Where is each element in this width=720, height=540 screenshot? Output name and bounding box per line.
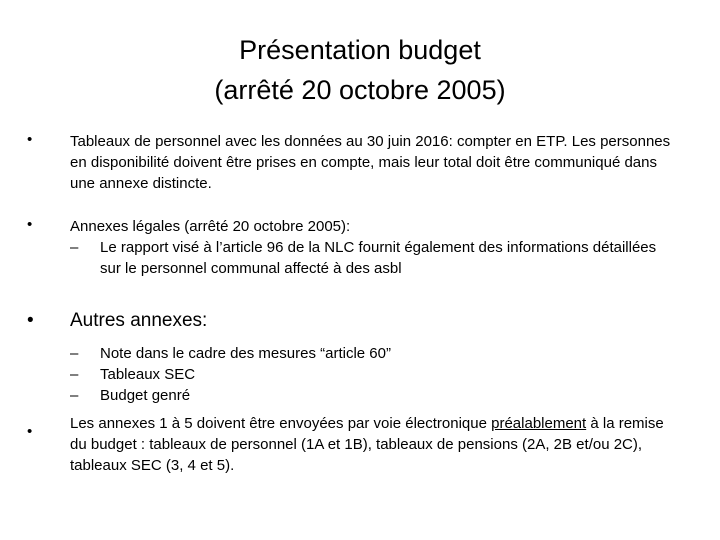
sub-marker: – [70, 239, 79, 256]
bullet-content [70, 216, 680, 279]
bullet-marker: • [27, 423, 33, 440]
sub-item [70, 385, 680, 406]
bullet-marker: • [27, 131, 33, 148]
sub-item-text: Budget genré [100, 387, 191, 404]
sub-marker: – [70, 345, 79, 362]
sub-item-text: Le rapport visé à l’article 96 de la NLC fournit également des informations détaillées sur le personnel communal affecté à des asbl [100, 239, 657, 277]
slide-title [0, 30, 720, 110]
sub-item [70, 343, 680, 364]
sub-marker: – [70, 366, 79, 383]
title-line-1: Présentation budget [239, 35, 481, 65]
bullet-text: Autres annexes: [70, 310, 208, 331]
bullet-text: Annexes légales (arrêté 20 octobre 2005): [70, 218, 351, 235]
text-before: Les annexes 1 à 5 doivent être envoyées par voie électronique [70, 415, 492, 432]
bullet-content [70, 308, 680, 406]
sub-item-text: Note dans le cadre des mesures “article 60” [100, 345, 391, 362]
sub-item [70, 237, 680, 279]
sub-marker: – [70, 387, 79, 404]
underlined-word: préalablement [491, 415, 587, 432]
bullet-marker: • [27, 310, 34, 331]
text-after: à la remise du budget : tableaux de personnel (1A et 1B), tableaux de pensions (2A, 2B et/ou 2C), tableaux SEC (3, 4 et 5). [70, 415, 664, 474]
bullet-text: Tableaux de personnel avec les données au 30 juin 2016: compter en ETP. Les personnes en disponibilité doivent être prises en compte, mais leur total doit être communiqué dans une annexe distincte. [70, 133, 671, 192]
sub-item [70, 364, 680, 385]
bullet-marker: • [27, 216, 33, 233]
bullet-text [70, 413, 680, 476]
title-line-2: (arrêté 20 octobre 2005) [214, 75, 506, 105]
sub-item-text: Tableaux SEC [100, 366, 196, 383]
